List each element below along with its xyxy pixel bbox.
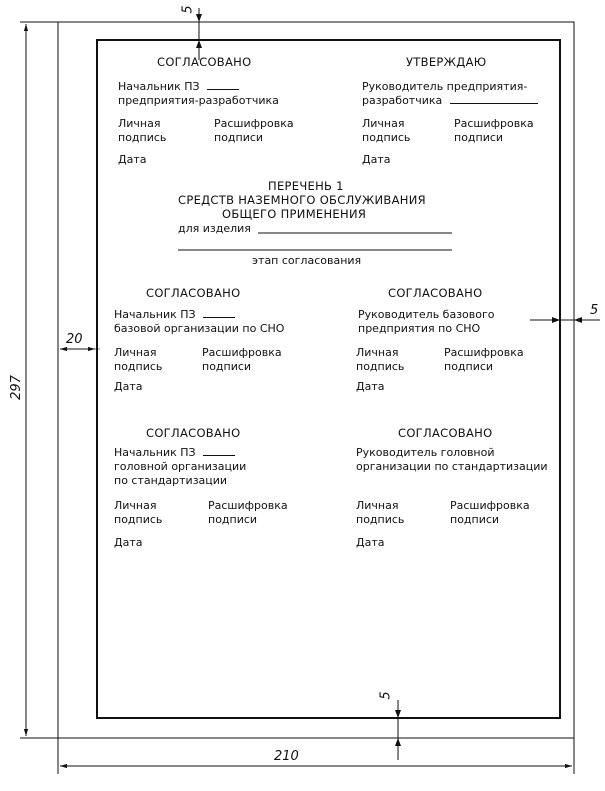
mid-left-dec2: подписи	[202, 360, 252, 373]
top-left-line1-text: Начальник ПЗ	[118, 80, 200, 93]
bot-left-dec1: Расшифровка	[208, 499, 288, 512]
mid-right-dec2: подписи	[444, 360, 494, 373]
width-dim-label: 210	[274, 749, 299, 764]
title-line3: ОБЩЕГО ПРИМЕНЕНИЯ	[222, 207, 367, 221]
bot-right-dec2: подписи	[450, 513, 500, 526]
right-margin-arrow-1	[552, 317, 560, 323]
bot-right-date: Дата	[356, 536, 385, 549]
top-left-line2: предприятия-разработчика	[118, 94, 279, 107]
top-right-dec1: Расшифровка	[454, 117, 534, 130]
top-right-heading: УТВЕРЖДАЮ	[406, 55, 487, 69]
top-right-blank	[450, 94, 538, 104]
bottom-margin-dim-label: 5	[378, 691, 394, 700]
bot-right-line2: организации по стандартизации	[356, 460, 548, 473]
bot-right-line1: Руководитель головной	[356, 446, 495, 459]
bot-left-sig1: Личная	[114, 499, 157, 512]
bot-left-line1	[114, 446, 235, 459]
top-left-date: Дата	[118, 153, 147, 166]
top-right-sig1: Личная	[362, 117, 405, 130]
bottom-margin-arrow-1	[395, 710, 401, 718]
top-left-dec2: подписи	[214, 131, 264, 144]
top-left-sig2: подпись	[118, 131, 167, 144]
top-right-line2-text: разработчика	[362, 94, 443, 107]
mid-left-line1	[114, 308, 235, 321]
mid-left-line2: базовой организации по СНО	[114, 322, 285, 335]
mid-right-dec1: Расшифровка	[444, 346, 524, 359]
bottom-margin-arrow-2	[395, 738, 401, 746]
top-right-line2	[362, 94, 538, 107]
bot-right-sig2: подпись	[356, 513, 405, 526]
title-for-product: для изделия	[178, 222, 251, 235]
mid-right-line2: предприятия по СНО	[358, 322, 481, 335]
top-margin-arrow-1	[196, 14, 202, 22]
mid-left-date: Дата	[114, 380, 143, 393]
mid-left-dec1: Расшифровка	[202, 346, 282, 359]
mid-left-blank	[203, 308, 235, 318]
top-right-sig2: подпись	[362, 131, 411, 144]
bot-left-date: Дата	[114, 536, 143, 549]
mid-left-sig2: подпись	[114, 360, 163, 373]
right-margin-arrow-2	[574, 317, 582, 323]
mid-right-line1: Руководитель базового	[358, 308, 495, 321]
title-stage: этап согласования	[252, 254, 362, 267]
mid-right-heading: СОГЛАСОВАНО	[388, 286, 483, 300]
top-margin-arrow-2	[196, 40, 202, 48]
bot-right-heading: СОГЛАСОВАНО	[398, 426, 493, 440]
left-margin-dim-label: 20	[66, 332, 83, 347]
mid-left-heading: СОГЛАСОВАНО	[146, 286, 241, 300]
right-margin-dim-label: 5	[590, 303, 599, 318]
bot-left-line3: по стандартизации	[114, 474, 228, 487]
bot-left-line1-text: Начальник ПЗ	[114, 446, 196, 459]
mid-right-date: Дата	[356, 380, 385, 393]
bot-left-sig2: подпись	[114, 513, 163, 526]
title-line2: СРЕДСТВ НАЗЕМНОГО ОБСЛУЖИВАНИЯ	[178, 193, 426, 207]
top-left-dec1: Расшифровка	[214, 117, 294, 130]
top-margin-dim-label: 5	[180, 5, 196, 14]
bot-left-dec2: подписи	[208, 513, 258, 526]
height-dim-label: 297	[8, 375, 24, 400]
bot-left-line2: головной организации	[114, 460, 247, 473]
mid-right-sig1: Личная	[356, 346, 399, 359]
bot-left-heading: СОГЛАСОВАНО	[146, 426, 241, 440]
top-left-heading: СОГЛАСОВАНО	[157, 55, 252, 69]
top-left-sig1: Личная	[118, 117, 161, 130]
mid-left-sig1: Личная	[114, 346, 157, 359]
top-left-blank	[207, 80, 239, 90]
bot-left-blank	[203, 446, 235, 456]
top-right-line1: Руководитель предприятия-	[362, 80, 528, 93]
bot-right-sig1: Личная	[356, 499, 399, 512]
top-right-dec2: подписи	[454, 131, 504, 144]
top-right-date: Дата	[362, 153, 391, 166]
mid-left-line1-text: Начальник ПЗ	[114, 308, 196, 321]
title-line1: ПЕРЕЧЕНЬ 1	[268, 179, 344, 193]
mid-right-sig2: подпись	[356, 360, 405, 373]
bot-right-dec1: Расшифровка	[450, 499, 530, 512]
top-left-line1	[118, 80, 239, 93]
